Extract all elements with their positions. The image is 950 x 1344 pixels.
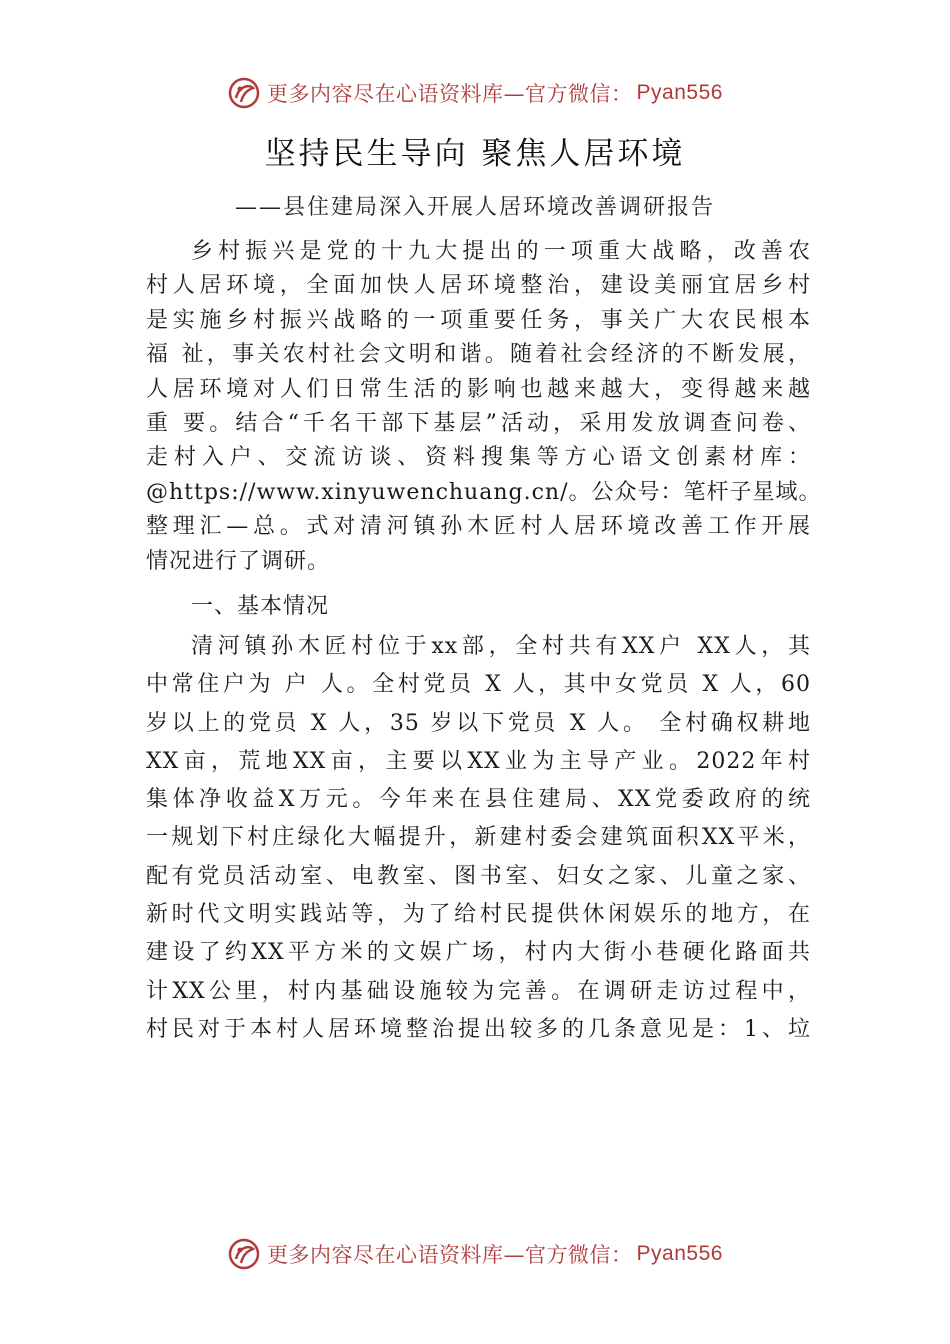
paragraph-line: 整理汇—总。式对清河镇孙木匠村人居环境改善工作开展	[146, 514, 811, 540]
paragraph-line: 中常住户为 户 人。全村党员 X 人，其中女党员 X 人，60	[146, 672, 811, 698]
paragraph-line: 村人居环境，全面加快人居环境整治，建设美丽宜居乡村	[146, 273, 811, 299]
paragraph-line: 建设了约XX平方米的文娱广场，村内大街小巷硬化路面共	[146, 940, 811, 966]
intro-paragraph	[146, 235, 822, 579]
section-heading-text: 一、基本情况	[191, 594, 330, 619]
paragraph-line: @https://www.xinyuwenchuang.cn/。公众号：笔杆子星域。	[146, 479, 822, 505]
document-subtitle: ——县住建局深入开展人居环境改善调研报告	[234, 195, 715, 220]
section-paragraph	[146, 628, 811, 1049]
section-heading	[146, 590, 811, 624]
paragraph-line: 走村入户、交流访谈、资料搜集等方心语文创素材库：	[146, 445, 811, 471]
paragraph-line: 一规划下村庄绿化大幅提升，新建村委会建筑面积XX平米，	[146, 825, 811, 851]
paragraph-line: 计XX公里，村内基础设施较为完善。在调研走访过程中，	[146, 978, 811, 1004]
paragraph-line: 情况进行了调研。	[146, 548, 331, 574]
watermark-text: 更多内容尽在心语资料库—官方微信：	[267, 1243, 633, 1267]
paragraph-line: 村民对于本村人居环境整治提出较多的几条意见是：1、垃	[146, 1016, 811, 1042]
watermark-id: Pyan556	[636, 81, 723, 104]
paragraph-line: 岁以上的党员 X 人，35 岁以下党员 X 人。 全村确权耕地	[146, 710, 811, 736]
paragraph-line: 乡村振兴是党的十九大提出的一项重大战略，改善农	[191, 239, 811, 264]
paragraph-line: 人居环境对人们日常生活的影响也越来越大，变得越来越	[146, 376, 811, 402]
paragraph-line: 新时代文明实践站等，为了给村民提供休闲娱乐的地方，在	[146, 902, 811, 928]
watermark-header	[0, 73, 950, 113]
paragraph-line: 清河镇孙木匠村位于xx部，全村共有XX户 XX人，其	[191, 634, 811, 659]
paragraph-line: 重 要。结合“千名干部下基层”活动，采用发放调查问卷、	[146, 410, 811, 436]
paragraph-line: 集体净收益X万元。今年来在县住建局、XX党委政府的统	[146, 787, 811, 813]
document-title: 坚持民生导向 聚焦人居环境	[264, 136, 686, 172]
paragraph-line: 福 祉，事关农村社会文明和谐。随着社会经济的不断发展，	[146, 342, 811, 368]
watermark-text: 更多内容尽在心语资料库—官方微信：	[267, 82, 633, 106]
logo-icon	[227, 76, 261, 110]
watermark-id: Pyan556	[636, 1242, 723, 1265]
watermark-footer	[0, 1234, 950, 1274]
paragraph-line: 配有党员活动室、电教室、图书室、妇女之家、儿童之家、	[146, 863, 811, 889]
paragraph-line: 是实施乡村振兴战略的一项重要任务，事关广大农民根本	[146, 307, 811, 333]
paragraph-line: XX亩，荒地XX亩，主要以XX业为主导产业。2022年村	[146, 748, 811, 774]
logo-icon	[227, 1237, 261, 1271]
